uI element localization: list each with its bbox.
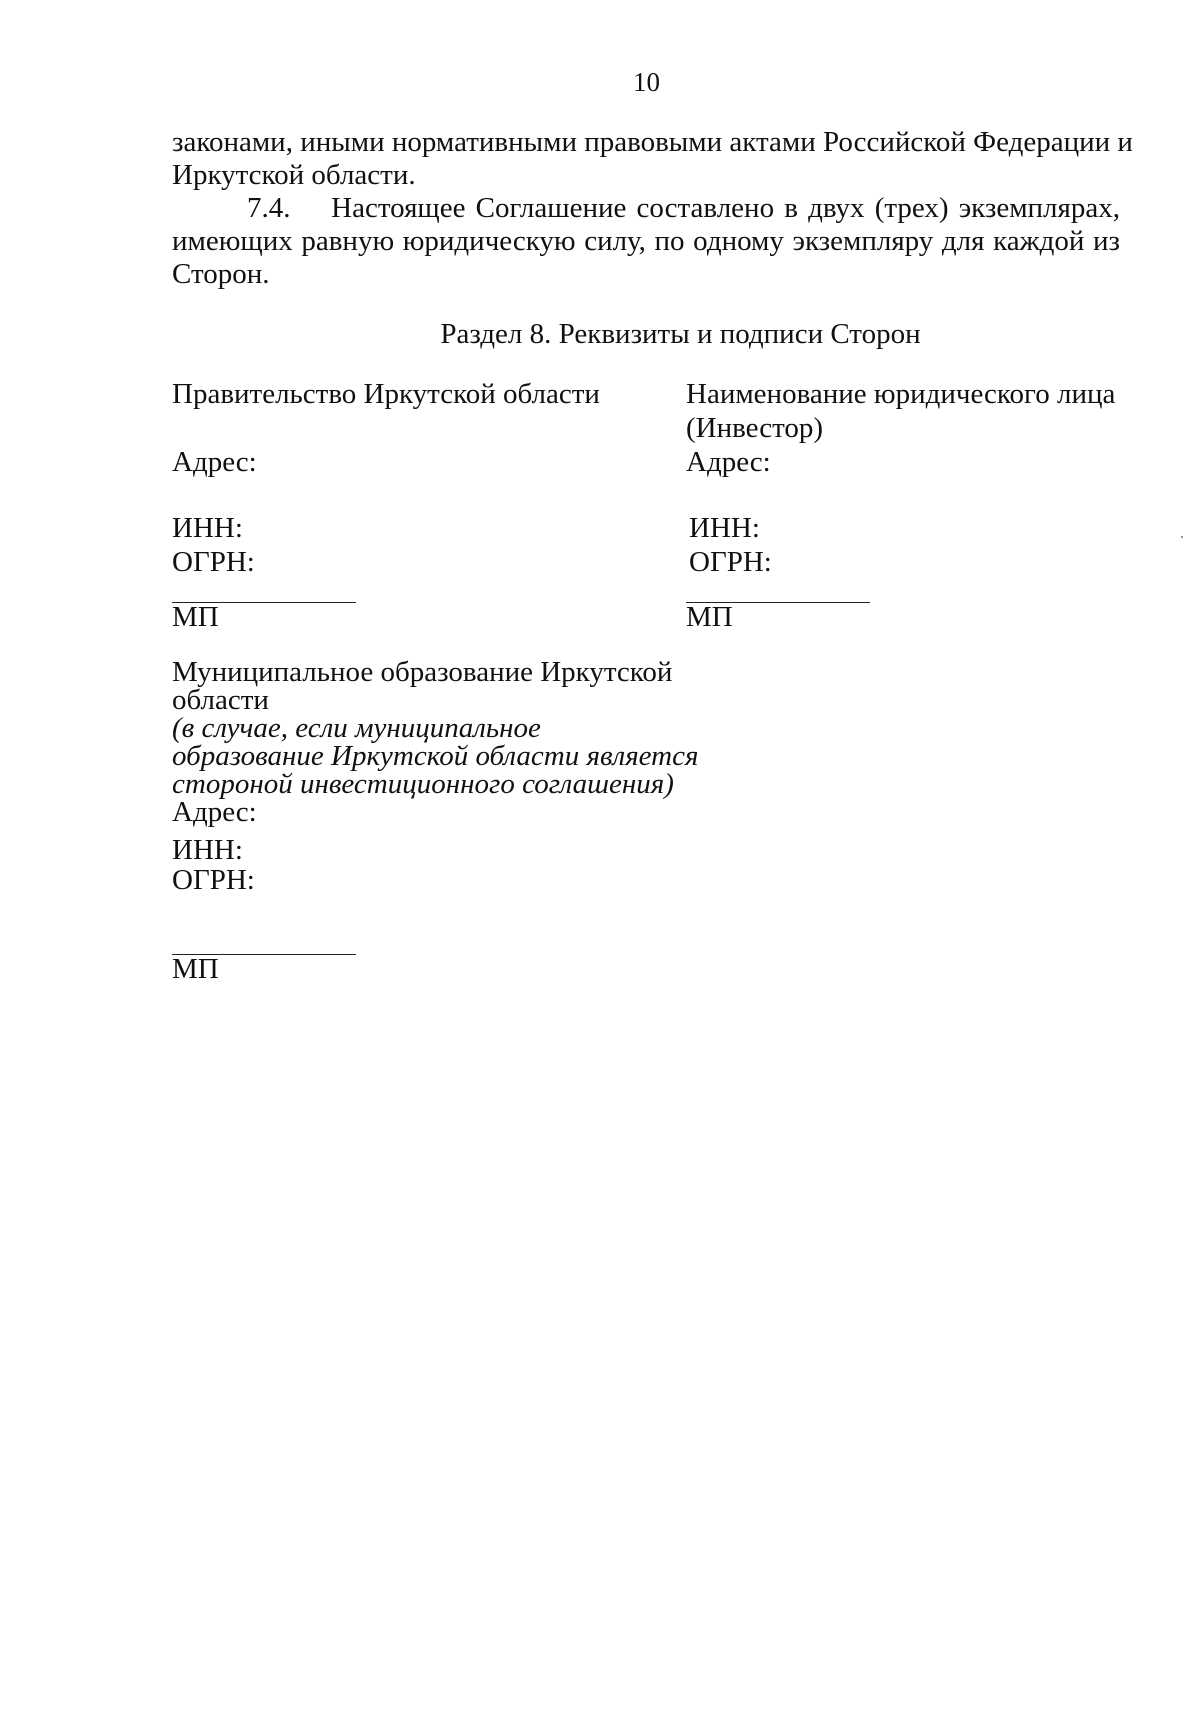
party-left-name: Правительство Иркутской области <box>172 378 600 410</box>
page-number: 10 <box>633 67 660 97</box>
paragraph-line: законами, иными нормативными правовыми актами Российской Федерации и <box>172 126 1133 158</box>
paragraph-line: Сторон. <box>172 258 270 290</box>
party-left-address-label: Адрес: <box>172 446 257 478</box>
party-municipal-name-line-1: Муниципальное образование Иркутской <box>172 656 673 688</box>
party-left-ogrn-label: ОГРН: <box>172 546 255 578</box>
paragraph-line: имеющих равную юридическую силу, по одному экземпляру для каждой из <box>172 225 1120 257</box>
paragraph-line <box>172 192 1120 225</box>
scan-speck <box>1181 536 1183 538</box>
party-municipal-inn-label: ИНН: <box>172 834 243 866</box>
section-heading: Раздел 8. Реквизиты и подписи Сторон <box>440 318 921 350</box>
party-municipal-condition-2: образование Иркутской области является <box>172 740 699 772</box>
party-municipal-name <box>172 658 698 826</box>
party-municipal-ogrn-label: ОГРН: <box>172 864 255 896</box>
party-municipal-name-plain: области <box>172 684 269 716</box>
clause-number: 7.4. <box>247 192 291 224</box>
party-left-stamp-label: МП <box>172 601 219 633</box>
paragraph-line: Иркутской области. <box>172 159 416 191</box>
paragraph-continuation <box>172 126 1133 192</box>
party-municipal-name-line-2 <box>172 686 698 742</box>
party-municipal-condition-3: стороной инвестиционного соглашения) <box>172 768 674 800</box>
party-right-address-label: Адрес: <box>686 446 771 478</box>
party-left-inn-label: ИНН: <box>172 512 243 544</box>
party-municipal-address-label: Адрес: <box>172 796 257 828</box>
party-right-name-line-1: Наименование юридического лица <box>686 378 1116 410</box>
party-right-ogrn-label: ОГРН: <box>689 546 772 578</box>
paragraph-7-4 <box>172 192 1120 291</box>
party-right-inn-label: ИНН: <box>689 512 760 544</box>
clause-text: Настоящее Соглашение составлено в двух (трех) экземплярах, <box>331 192 1120 224</box>
party-right-name-line-2: (Инвестор) <box>686 412 824 444</box>
party-right-stamp-label: МП <box>686 601 733 633</box>
party-municipal-condition-1: (в случае, если муниципальное <box>172 712 541 744</box>
party-municipal-stamp-label: МП <box>172 953 219 985</box>
